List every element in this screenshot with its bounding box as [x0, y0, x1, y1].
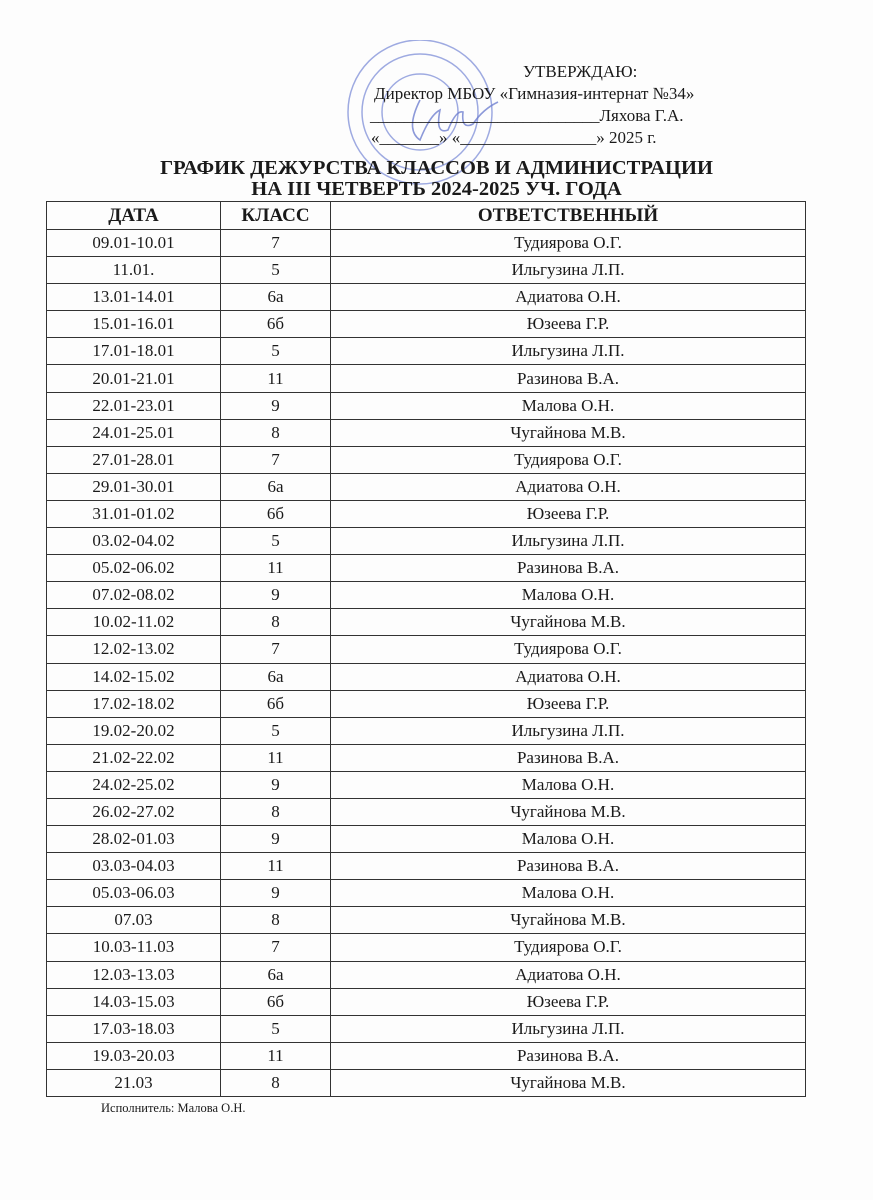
date-cell: 24.01-25.01 — [47, 419, 221, 446]
responsible-cell: Малова О.Н. — [331, 582, 806, 609]
table-row — [47, 609, 806, 636]
date-cell: 10.03-11.03 — [47, 934, 221, 961]
date-cell: 05.03-06.03 — [47, 880, 221, 907]
approve-label: УТВЕРЖДАЮ: — [523, 62, 638, 81]
header-responsible: ОТВЕТСТВЕННЫЙ — [331, 202, 806, 230]
class-cell: 6а — [221, 961, 331, 988]
table-row — [47, 582, 806, 609]
table-row — [47, 826, 806, 853]
table-row — [47, 1069, 806, 1096]
class-cell: 11 — [221, 1042, 331, 1069]
responsible-cell: Малова О.Н. — [331, 771, 806, 798]
date-cell: 13.01-14.01 — [47, 284, 221, 311]
class-cell: 5 — [221, 257, 331, 284]
table-row — [47, 771, 806, 798]
class-cell: 11 — [221, 853, 331, 880]
title-line-2: НА III ЧЕТВЕРТЬ 2024-2025 УЧ. ГОДА — [251, 178, 622, 200]
class-cell: 5 — [221, 338, 331, 365]
date-cell: 21.02-22.02 — [47, 744, 221, 771]
table-row — [47, 988, 806, 1015]
table-row — [47, 934, 806, 961]
title-line-1: ГРАФИК ДЕЖУРСТВА КЛАССОВ И АДМИНИСТРАЦИИ — [160, 157, 713, 179]
table-row — [47, 798, 806, 825]
table-row — [47, 880, 806, 907]
responsible-cell: Ильгузина Л.П. — [331, 1015, 806, 1042]
class-cell: 5 — [221, 717, 331, 744]
date-cell: 07.02-08.02 — [47, 582, 221, 609]
class-cell: 9 — [221, 582, 331, 609]
date-cell: 03.03-04.03 — [47, 853, 221, 880]
date-cell: 03.02-04.02 — [47, 528, 221, 555]
signature-line: ___________________________Ляхова Г.А. — [370, 106, 684, 125]
responsible-cell: Чугайнова М.В. — [331, 1069, 806, 1096]
date-cell: 15.01-16.01 — [47, 311, 221, 338]
class-cell: 6б — [221, 690, 331, 717]
class-cell: 11 — [221, 555, 331, 582]
table-row — [47, 528, 806, 555]
class-cell: 6а — [221, 284, 331, 311]
responsible-cell: Чугайнова М.В. — [331, 609, 806, 636]
responsible-cell: Чугайнова М.В. — [331, 419, 806, 446]
table-row — [47, 1015, 806, 1042]
date-cell: 17.01-18.01 — [47, 338, 221, 365]
responsible-cell: Малова О.Н. — [331, 826, 806, 853]
responsible-cell: Ильгузина Л.П. — [331, 528, 806, 555]
class-cell: 8 — [221, 1069, 331, 1096]
responsible-cell: Разинова В.А. — [331, 365, 806, 392]
responsible-cell: Тудиярова О.Г. — [331, 934, 806, 961]
date-cell: 19.03-20.03 — [47, 1042, 221, 1069]
class-cell: 8 — [221, 907, 331, 934]
class-cell: 5 — [221, 1015, 331, 1042]
class-cell: 8 — [221, 798, 331, 825]
date-cell: 24.02-25.02 — [47, 771, 221, 798]
responsible-cell: Малова О.Н. — [331, 392, 806, 419]
class-cell: 6а — [221, 663, 331, 690]
table-row — [47, 500, 806, 527]
date-line: «_______» «________________» 2025 г. — [371, 128, 657, 147]
class-cell: 9 — [221, 880, 331, 907]
table-header-row — [47, 202, 806, 230]
date-cell: 31.01-01.02 — [47, 500, 221, 527]
date-cell: 27.01-28.01 — [47, 446, 221, 473]
table-row — [47, 907, 806, 934]
responsible-cell: Малова О.Н. — [331, 880, 806, 907]
responsible-cell: Юзеева Г.Р. — [331, 500, 806, 527]
date-cell: 09.01-10.01 — [47, 230, 221, 257]
class-cell: 8 — [221, 419, 331, 446]
table-row — [47, 961, 806, 988]
table-row — [47, 690, 806, 717]
date-cell: 11.01. — [47, 257, 221, 284]
header-date: ДАТА — [47, 202, 221, 230]
responsible-cell: Адиатова О.Н. — [331, 961, 806, 988]
date-cell: 21.03 — [47, 1069, 221, 1096]
class-cell: 11 — [221, 365, 331, 392]
date-cell: 19.02-20.02 — [47, 717, 221, 744]
table-row — [47, 1042, 806, 1069]
table-row — [47, 311, 806, 338]
responsible-cell: Разинова В.А. — [331, 853, 806, 880]
date-cell: 17.03-18.03 — [47, 1015, 221, 1042]
table-row — [47, 473, 806, 500]
table-row — [47, 419, 806, 446]
table-row — [47, 365, 806, 392]
date-cell: 12.02-13.02 — [47, 636, 221, 663]
table-row — [47, 284, 806, 311]
table-row — [47, 230, 806, 257]
table-row — [47, 663, 806, 690]
class-cell: 8 — [221, 609, 331, 636]
responsible-cell: Тудиярова О.Г. — [331, 636, 806, 663]
table-row — [47, 446, 806, 473]
class-cell: 9 — [221, 392, 331, 419]
date-cell: 20.01-21.01 — [47, 365, 221, 392]
class-cell: 6б — [221, 311, 331, 338]
date-cell: 12.03-13.03 — [47, 961, 221, 988]
responsible-cell: Чугайнова М.В. — [331, 798, 806, 825]
date-cell: 10.02-11.02 — [47, 609, 221, 636]
date-cell: 22.01-23.01 — [47, 392, 221, 419]
table-row — [47, 392, 806, 419]
date-cell: 28.02-01.03 — [47, 826, 221, 853]
responsible-cell: Ильгузина Л.П. — [331, 257, 806, 284]
date-cell: 17.02-18.02 — [47, 690, 221, 717]
table-row — [47, 744, 806, 771]
class-cell: 9 — [221, 771, 331, 798]
table-row — [47, 257, 806, 284]
responsible-cell: Юзеева Г.Р. — [331, 311, 806, 338]
table-row — [47, 717, 806, 744]
class-cell: 11 — [221, 744, 331, 771]
duty-schedule-table — [46, 201, 806, 1097]
responsible-cell: Адиатова О.Н. — [331, 663, 806, 690]
date-cell: 14.03-15.03 — [47, 988, 221, 1015]
responsible-cell: Ильгузина Л.П. — [331, 338, 806, 365]
table-row — [47, 853, 806, 880]
date-cell: 05.02-06.02 — [47, 555, 221, 582]
responsible-cell: Юзеева Г.Р. — [331, 988, 806, 1015]
class-cell: 6б — [221, 500, 331, 527]
responsible-cell: Разинова В.А. — [331, 744, 806, 771]
class-cell: 7 — [221, 934, 331, 961]
responsible-cell: Тудиярова О.Г. — [331, 230, 806, 257]
class-cell: 7 — [221, 230, 331, 257]
class-cell: 7 — [221, 446, 331, 473]
responsible-cell: Юзеева Г.Р. — [331, 690, 806, 717]
responsible-cell: Чугайнова М.В. — [331, 907, 806, 934]
responsible-cell: Адиатова О.Н. — [331, 284, 806, 311]
table-row — [47, 555, 806, 582]
responsible-cell: Разинова В.А. — [331, 555, 806, 582]
class-cell: 6а — [221, 473, 331, 500]
responsible-cell: Разинова В.А. — [331, 1042, 806, 1069]
date-cell: 07.03 — [47, 907, 221, 934]
executor-note: Исполнитель: Малова О.Н. — [101, 1101, 246, 1115]
director-position: Директор МБОУ «Гимназия-интернат №34» — [374, 84, 695, 103]
class-cell: 7 — [221, 636, 331, 663]
responsible-cell: Тудиярова О.Г. — [331, 446, 806, 473]
class-cell: 5 — [221, 528, 331, 555]
class-cell: 6б — [221, 988, 331, 1015]
responsible-cell: Ильгузина Л.П. — [331, 717, 806, 744]
table-row — [47, 636, 806, 663]
header-class: КЛАСС — [221, 202, 331, 230]
responsible-cell: Адиатова О.Н. — [331, 473, 806, 500]
class-cell: 9 — [221, 826, 331, 853]
date-cell: 29.01-30.01 — [47, 473, 221, 500]
table-row — [47, 338, 806, 365]
date-cell: 14.02-15.02 — [47, 663, 221, 690]
date-cell: 26.02-27.02 — [47, 798, 221, 825]
